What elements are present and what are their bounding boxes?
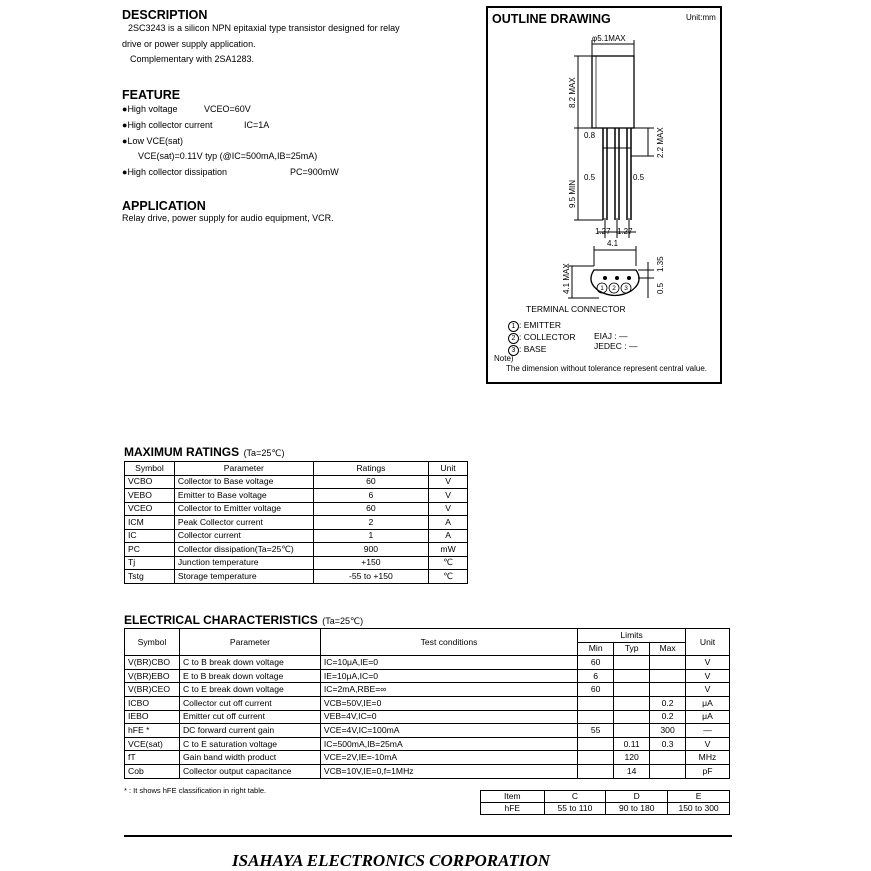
rating-cell: 900 (313, 543, 428, 557)
table-row (125, 516, 468, 530)
pin-3-label: 3 (624, 285, 628, 292)
application-heading: APPLICATION (122, 199, 206, 213)
header-cell: Min (578, 642, 614, 656)
terminal-name: : BASE (519, 344, 547, 354)
dim-lead-min: 9.5 MIN (568, 179, 577, 208)
description-line3: Complementary with 2SA1283. (130, 54, 255, 64)
min-cell (578, 751, 614, 765)
symbol-cell: ICM (125, 516, 175, 530)
header-cell: Item (481, 791, 545, 803)
electrical-title (124, 611, 363, 629)
test-cell: VCE=4V,IC=100mA (320, 724, 577, 738)
hfe-footnote: * : It shows hFE classification in right table. (124, 786, 267, 795)
unit-cell: V (429, 475, 468, 489)
test-cell: IC=10μA,IE=0 (320, 656, 577, 670)
dim-lead-len-max: 2.2 MAX (656, 127, 665, 158)
max-cell (650, 683, 686, 697)
table-row (125, 710, 730, 724)
note-text: The dimension without tolerance represent central value. (506, 364, 707, 373)
header-cell: Max (650, 642, 686, 656)
feature-item: ●High collector dissipation PC=900mW (122, 167, 339, 177)
max-ratings-condition: (Ta=25℃) (243, 448, 285, 458)
terminal-num: 3 (508, 345, 519, 356)
typ-cell: 120 (614, 751, 650, 765)
min-cell: 6 (578, 669, 614, 683)
parameter-cell: Collector cut off current (179, 696, 320, 710)
table-header-row (125, 462, 468, 476)
table-row (125, 737, 730, 751)
header-cell: Parameter (174, 462, 313, 476)
max-cell: 0.2 (650, 696, 686, 710)
unit-cell: — (686, 724, 730, 738)
test-cell: IE=10μA,IC=0 (320, 669, 577, 683)
table-row (125, 543, 468, 557)
parameter-cell: Collector dissipation(Ta=25℃) (174, 543, 313, 557)
min-cell: 55 (578, 724, 614, 738)
header-cell: Unit (429, 462, 468, 476)
table-row (125, 475, 468, 489)
parameter-cell: Collector output capacitance (179, 764, 320, 778)
min-cell: 60 (578, 656, 614, 670)
table-row (125, 570, 468, 584)
typ-cell (614, 669, 650, 683)
max-cell (650, 656, 686, 670)
range-cell: 150 to 300 (668, 803, 730, 815)
feature-item: ●High collector current IC=1A (122, 120, 270, 130)
outline-unit: Unit:mm (686, 13, 716, 22)
table-row (125, 556, 468, 570)
feature-label: Low VCE(sat) (127, 136, 183, 146)
unit-cell: V (686, 656, 730, 670)
description-line1: 2SC3243 is a silicon NPN epitaxial type transistor designed for relay (128, 23, 400, 33)
terminal-name: : EMITTER (519, 320, 562, 330)
unit-cell: MHz (686, 751, 730, 765)
test-cell: VCB=10V,IE=0,f=1MHz (320, 764, 577, 778)
header-cell: D (606, 791, 668, 803)
min-cell (578, 696, 614, 710)
table-row (125, 724, 730, 738)
parameter-cell: Storage temperature (174, 570, 313, 584)
terminal-item (508, 344, 576, 356)
test-cell: VCB=50V,IE=0 (320, 696, 577, 710)
hfe-classification-table (480, 790, 730, 815)
rating-cell: 6 (313, 489, 428, 503)
parameter-cell: DC forward current gain (179, 724, 320, 738)
parameter-cell: Emitter to Base voltage (174, 489, 313, 503)
dim-lead-w2: 0.5 (633, 173, 645, 182)
parameter-cell: C to B break down voltage (179, 656, 320, 670)
symbol-cell: ICBO (125, 696, 180, 710)
symbol-cell: V(BR)EBO (125, 669, 180, 683)
typ-cell (614, 696, 650, 710)
dim-width-max: φ5.1MAX (592, 34, 626, 43)
typ-cell (614, 656, 650, 670)
typ-cell: 14 (614, 764, 650, 778)
header-cell: E (668, 791, 730, 803)
symbol-cell: PC (125, 543, 175, 557)
feature-item-detail: VCE(sat)=0.11V typ (@IC=500mA,IB=25mA) (138, 151, 318, 161)
symbol-cell: VCEO (125, 502, 175, 516)
unit-cell: μA (686, 710, 730, 724)
feature-spec: VCEO=60V (204, 104, 251, 114)
header-cell: Unit (686, 629, 730, 656)
footer-rule (124, 835, 732, 837)
table-row (125, 489, 468, 503)
dim-height-max: 8.2 MAX (568, 77, 577, 108)
note-label: Note) (494, 354, 514, 363)
test-cell: VCE=2V,IE=-10mA (320, 751, 577, 765)
parameter-cell: Peak Collector current (174, 516, 313, 530)
description-line2: drive or power supply application. (122, 39, 256, 49)
symbol-cell: VCE(sat) (125, 737, 180, 751)
test-cell: IC=500mA,IB=25mA (320, 737, 577, 751)
dim-lead-w1: 0.5 (584, 173, 596, 182)
min-cell (578, 710, 614, 724)
symbol-cell: V(BR)CEO (125, 683, 180, 697)
parameter-cell: Junction temperature (174, 556, 313, 570)
symbol-cell: fT (125, 751, 180, 765)
table-row (125, 751, 730, 765)
symbol-cell: IEBO (125, 710, 180, 724)
symbol-cell: IC (125, 529, 175, 543)
symbol-cell: VEBO (125, 489, 175, 503)
max-cell (650, 764, 686, 778)
jedec-label: JEDEC : — (594, 341, 638, 351)
table-row (125, 502, 468, 516)
header-cell: Symbol (125, 462, 175, 476)
table-row (125, 764, 730, 778)
max-ratings-heading: MAXIMUM RATINGS (124, 445, 240, 459)
rating-cell: -55 to +150 (313, 570, 428, 584)
dim-body-w: 4.1 (607, 239, 619, 248)
unit-cell: mW (429, 543, 468, 557)
table-row (125, 669, 730, 683)
terminal-item (508, 320, 576, 332)
rating-cell: 60 (313, 502, 428, 516)
terminal-title: TERMINAL CONNECTOR (526, 304, 626, 314)
rating-cell: 2 (313, 516, 428, 530)
header-cell: Typ (614, 642, 650, 656)
rating-cell: +150 (313, 556, 428, 570)
table-row (125, 529, 468, 543)
max-cell: 0.3 (650, 737, 686, 751)
min-cell (578, 764, 614, 778)
parameter-cell: Gain band width product (179, 751, 320, 765)
symbol-cell: Cob (125, 764, 180, 778)
unit-cell: pF (686, 764, 730, 778)
range-cell: 90 to 180 (606, 803, 668, 815)
symbol-cell: V(BR)CBO (125, 656, 180, 670)
unit-cell: V (429, 502, 468, 516)
header-cell: Parameter (179, 629, 320, 656)
terminal-item (508, 332, 576, 344)
feature-label: High collector dissipation (127, 167, 227, 177)
typ-cell (614, 710, 650, 724)
outline-drawing-box (486, 6, 722, 384)
min-cell (578, 737, 614, 751)
unit-cell: A (429, 529, 468, 543)
table-header-row (481, 791, 730, 803)
description-heading: DESCRIPTION (122, 8, 208, 22)
header-cell: Symbol (125, 629, 180, 656)
unit-cell: V (429, 489, 468, 503)
dim-body-d: 4.1 MAX (562, 263, 571, 294)
table-row (125, 696, 730, 710)
terminal-list (508, 320, 576, 356)
unit-cell: A (429, 516, 468, 530)
header-cell: C (544, 791, 606, 803)
table-row (125, 683, 730, 697)
typ-cell: 0.11 (614, 737, 650, 751)
max-cell (650, 751, 686, 765)
feature-label: High voltage (127, 104, 178, 114)
max-ratings-title (124, 443, 284, 461)
feature-item: ●High voltage VCEO=60V (122, 104, 251, 114)
typ-cell (614, 683, 650, 697)
feature-spec: IC=1A (244, 120, 270, 130)
feature-heading: FEATURE (122, 88, 181, 102)
parameter-cell: Collector to Base voltage (174, 475, 313, 489)
application-text: Relay drive, power supply for audio equipment, VCR. (122, 213, 334, 223)
symbol-cell: hFE * (125, 724, 180, 738)
unit-cell: V (686, 669, 730, 683)
terminal-name: : COLLECTOR (519, 332, 576, 342)
table-row (125, 656, 730, 670)
max-ratings-table (124, 461, 468, 584)
rating-cell: 60 (313, 475, 428, 489)
parameter-cell: E to B break down voltage (179, 669, 320, 683)
parameter-cell: Emitter cut off current (179, 710, 320, 724)
feature-item: ●Low VCE(sat) (122, 136, 183, 146)
item-cell: hFE (481, 803, 545, 815)
dim-05: 0.5 (656, 282, 665, 294)
terminal-num: 1 (508, 321, 519, 332)
range-cell: 55 to 110 (544, 803, 606, 815)
pin-2-label: 2 (612, 285, 616, 292)
symbol-cell: Tj (125, 556, 175, 570)
dim-135: 1.35 (656, 256, 665, 272)
feature-spec: PC=900mW (290, 167, 339, 177)
pin-1-label: 1 (600, 285, 604, 292)
outline-title: OUTLINE DRAWING (492, 12, 611, 26)
feature-label: High collector current (127, 120, 213, 130)
unit-cell: V (686, 683, 730, 697)
max-cell: 300 (650, 724, 686, 738)
parameter-cell: C to E saturation voltage (179, 737, 320, 751)
eiaj-label: EIAJ : — (594, 331, 628, 341)
dim-lead-pitch: 0.8 (584, 131, 596, 140)
max-cell (650, 669, 686, 683)
unit-cell: ℃ (429, 556, 468, 570)
parameter-cell: C to E break down voltage (179, 683, 320, 697)
parameter-cell: Collector current (174, 529, 313, 543)
company-name: ISAHAYA ELECTRONICS CORPORATION (232, 851, 551, 870)
unit-cell: μA (686, 696, 730, 710)
symbol-cell: VCBO (125, 475, 175, 489)
parameter-cell: Collector to Emitter voltage (174, 502, 313, 516)
max-cell: 0.2 (650, 710, 686, 724)
table-header-row (125, 629, 730, 643)
rating-cell: 1 (313, 529, 428, 543)
unit-cell: V (686, 737, 730, 751)
header-cell: Test conditions (320, 629, 577, 656)
header-cell: Ratings (313, 462, 428, 476)
dim-pitch2: 1.27 (617, 227, 633, 236)
dim-pitch1: 1.27 (595, 227, 611, 236)
symbol-cell: Tstg (125, 570, 175, 584)
electrical-table (124, 628, 730, 779)
outline-diagram (488, 8, 720, 308)
header-cell: Limits (578, 629, 686, 643)
terminal-num: 2 (508, 333, 519, 344)
unit-cell: ℃ (429, 570, 468, 584)
test-cell: VEB=4V,IC=0 (320, 710, 577, 724)
test-cell: IC=2mA,RBE=∞ (320, 683, 577, 697)
min-cell: 60 (578, 683, 614, 697)
electrical-heading: ELECTRICAL CHARACTERISTICS (124, 613, 318, 627)
typ-cell (614, 724, 650, 738)
electrical-condition: (Ta=25℃) (322, 616, 364, 626)
table-row (481, 803, 730, 815)
